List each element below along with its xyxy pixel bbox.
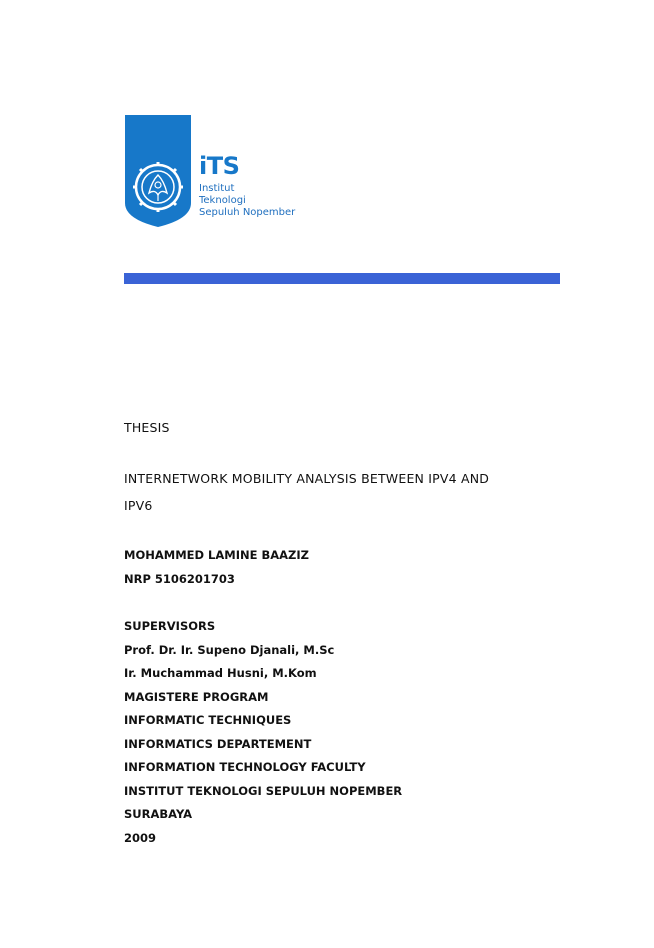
logo-line-sepuluh-nopember: Sepuluh Nopember	[199, 207, 296, 218]
institute-name: INSTITUT TEKNOLOGI SEPULUH NOPEMBER	[124, 784, 403, 798]
program-name: MAGISTERE PROGRAM	[124, 690, 269, 704]
faculty-name: INFORMATION TECHNOLOGY FACULTY	[124, 760, 366, 774]
thesis-title-line-2: IPV6	[124, 498, 153, 513]
author-name: MOHAMMED LAMINE BAAZIZ	[124, 548, 309, 562]
header-rule	[124, 273, 560, 284]
its-logo	[125, 115, 295, 227]
year: 2009	[124, 831, 157, 845]
department-name: INFORMATICS DEPARTEMENT	[124, 737, 312, 751]
supervisor-1: Prof. Dr. Ir. Supeno Djanali, M.Sc	[124, 643, 335, 657]
document-type-label: THESIS	[124, 420, 170, 435]
supervisors-label: SUPERVISORS	[124, 619, 216, 633]
field-name: INFORMATIC TECHNIQUES	[124, 713, 292, 727]
logo-line-institut: Institut	[199, 183, 235, 194]
its-emblem-icon	[125, 115, 191, 227]
author-nrp: NRP 5106201703	[124, 572, 235, 586]
city-name: SURABAYA	[124, 807, 193, 821]
thesis-title-line-1: INTERNETWORK MOBILITY ANALYSIS BETWEEN IPV4 AND	[124, 471, 490, 486]
supervisor-2: Ir. Muchammad Husni, M.Kom	[124, 666, 317, 680]
logo-line-teknologi: Teknologi	[199, 195, 246, 206]
logo-acronym: iTS	[199, 152, 240, 180]
